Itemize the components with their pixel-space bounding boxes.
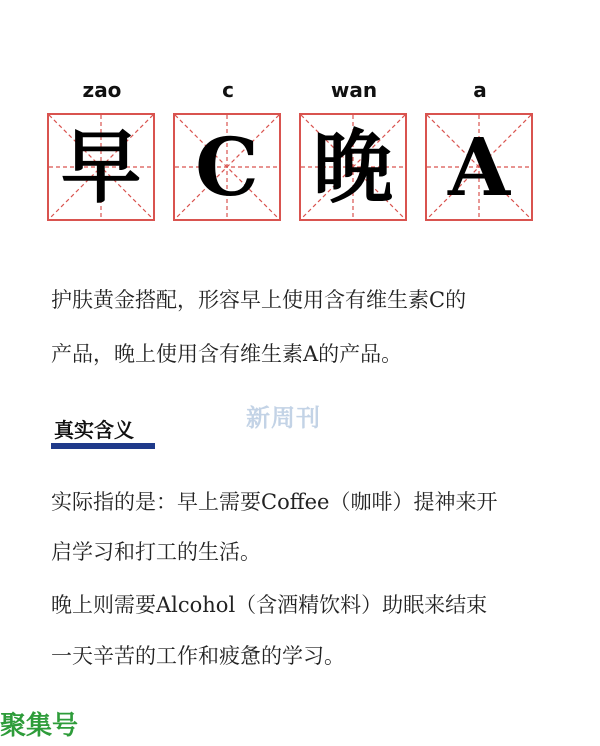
char-box-zao — [47, 113, 155, 221]
meaning-line-4: 一天辛苦的工作和疲惫的学习。 — [51, 644, 345, 668]
char-zao: 早 — [61, 120, 141, 214]
pinyin-c: c — [222, 78, 234, 102]
pinyin-wan: wan — [330, 78, 378, 102]
char-c: C — [195, 120, 259, 214]
meaning-line-1: 实际指的是：早上需要Coffee（咖啡）提神来开 — [51, 490, 498, 514]
section-title: 真实含义 — [54, 418, 134, 442]
section-underline — [51, 443, 155, 449]
char-box-c — [173, 113, 281, 221]
char-wan: 晚 — [313, 120, 393, 214]
intro-line-2: 产品，晚上使用含有维生素A的产品。 — [51, 342, 403, 366]
pinyin-a: a — [473, 78, 487, 102]
pinyin-zao: zao — [82, 78, 122, 102]
meaning-line-3: 晚上则需要Alcohol（含酒精饮料）助眠来结束 — [51, 593, 488, 617]
char-box-a — [425, 113, 533, 221]
meaning-line-2: 启学习和打工的生活。 — [51, 540, 261, 564]
brand-logo: 聚集号 — [0, 711, 79, 741]
char-box-wan — [299, 113, 407, 221]
watermark-logo: 新周刊 — [246, 404, 321, 432]
char-a: A — [447, 120, 511, 214]
intro-line-1: 护肤黄金搭配，形容早上使用含有维生素C的 — [51, 288, 467, 312]
